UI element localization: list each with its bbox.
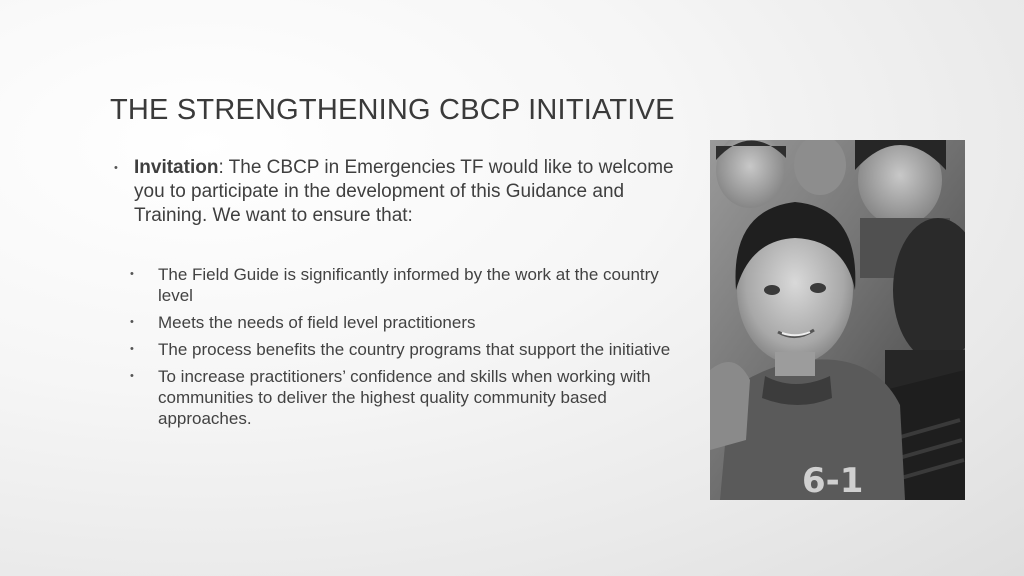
slide-title: THE STRENGTHENING CBCP INITIATIVE <box>110 94 675 126</box>
sub-bullet-text: The Field Guide is significantly informed by the work at the country level <box>158 265 659 305</box>
children-photo-illustration <box>710 140 965 500</box>
intro-text: : The CBCP in Emergencies TF would like to welcome you to participate in the development of this Guidance and Training. We want to ensure that: <box>134 157 674 226</box>
shirt-number: 6-1 <box>802 461 864 500</box>
sub-bullet-text: The process benefits the country programs that support the initiative <box>158 340 671 359</box>
sub-bullet-text: Meets the needs of field level practitioners <box>158 313 476 332</box>
list-item <box>130 366 682 429</box>
children-photo <box>710 140 965 500</box>
list-item <box>130 312 682 333</box>
list-item <box>130 339 682 360</box>
list-item <box>130 264 682 306</box>
bullet-dot-icon: • <box>114 162 118 174</box>
bullet-dot-icon: • <box>130 316 134 328</box>
bullet-dot-icon: • <box>130 370 134 382</box>
intro-bullet <box>112 156 682 228</box>
sub-bullet-text: To increase practitioners’ confidence and skills when working with communities to deliver the highest quality community based approaches. <box>158 367 651 428</box>
bullet-dot-icon: • <box>130 343 134 355</box>
bullet-dot-icon: • <box>130 268 134 280</box>
intro-lead: Invitation <box>134 157 219 178</box>
sub-bullet-list <box>112 264 682 429</box>
slide-content <box>112 156 682 435</box>
